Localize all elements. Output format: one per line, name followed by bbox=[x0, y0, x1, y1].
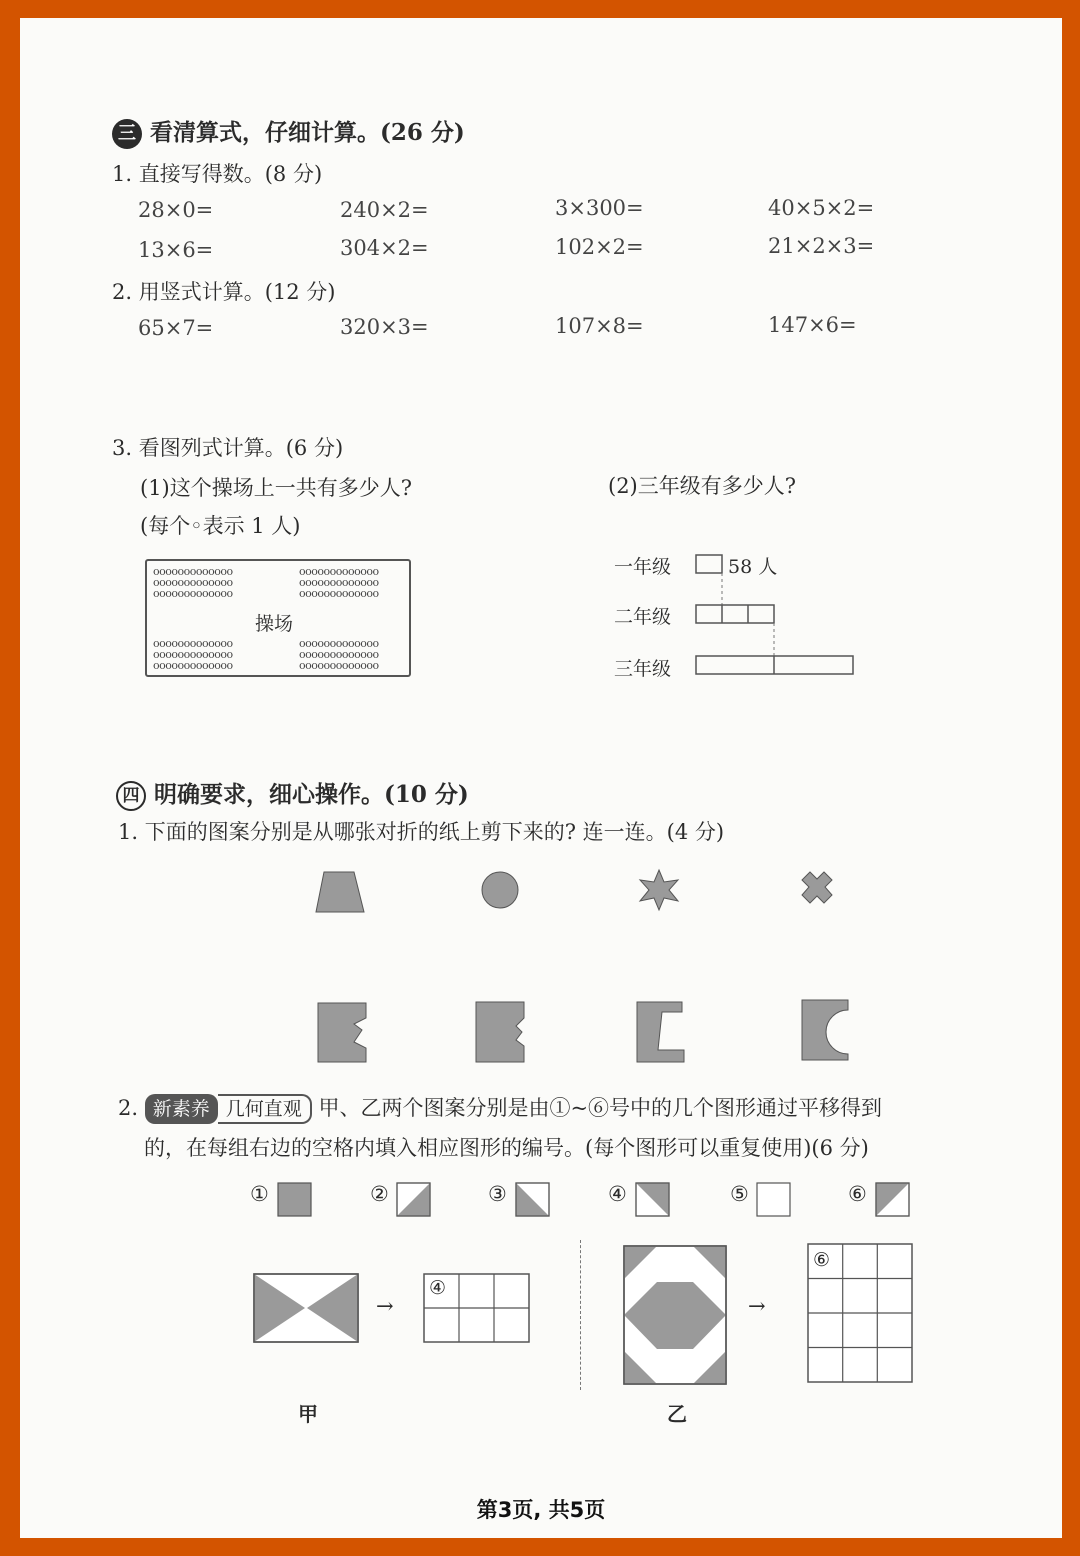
equation: 40×5×2= bbox=[768, 196, 875, 220]
shape-label: ④ bbox=[608, 1182, 627, 1206]
dot-row: ooooooooooooo bbox=[299, 576, 379, 589]
grade-1-value: 58 人 bbox=[728, 556, 778, 578]
equation: 28×0= bbox=[138, 198, 214, 222]
grade-bar-diagram bbox=[690, 550, 860, 680]
section-4-title: 明确要求，细心操作。(10 分) bbox=[154, 781, 469, 808]
section-number-badge: 三 bbox=[112, 119, 142, 149]
worksheet-page bbox=[20, 18, 1062, 1538]
section-4-heading bbox=[116, 776, 469, 811]
q2-text-1: 甲、乙两个图案分别是由①~⑥号中的几个图形通过平移得到 bbox=[318, 1096, 883, 1120]
q2-title: 2. 用竖式计算。(12 分) bbox=[112, 280, 336, 304]
dot-row: ooooooooooooo bbox=[153, 576, 233, 589]
star-shape bbox=[640, 870, 678, 910]
dot-row: ooooooooooooo bbox=[153, 587, 233, 600]
tile-5-empty bbox=[757, 1183, 790, 1216]
playground-figure bbox=[145, 559, 411, 677]
playground-label: 操场 bbox=[255, 613, 294, 635]
folded-paper-d bbox=[802, 1000, 848, 1060]
shape-label: ⑤ bbox=[730, 1182, 749, 1206]
equation: 240×2= bbox=[340, 198, 429, 222]
cross-shape bbox=[802, 872, 832, 903]
shape-label: ③ bbox=[488, 1182, 507, 1206]
tag-geometry-intuition: 几何直观 bbox=[218, 1094, 312, 1124]
dot-row: ooooooooooooo bbox=[299, 648, 379, 661]
section-number-badge: 四 bbox=[116, 781, 146, 811]
arrow-icon: → bbox=[748, 1294, 766, 1318]
equation: 107×8= bbox=[555, 314, 644, 338]
s4-q1-title: 1. 下面的图案分别是从哪张对折的纸上剪下来的? 连一连。(4 分) bbox=[118, 820, 725, 844]
grade-2-label: 二年级 bbox=[614, 606, 672, 628]
pattern-b bbox=[623, 1245, 729, 1387]
dot-group bbox=[153, 638, 233, 671]
pattern-a bbox=[253, 1273, 361, 1345]
dot-row: ooooooooooooo bbox=[299, 637, 379, 650]
folded-paper-c bbox=[637, 1002, 684, 1062]
grade-1-label: 一年级 bbox=[614, 556, 672, 578]
dot-row: ooooooooooooo bbox=[299, 565, 379, 578]
dot-group bbox=[153, 566, 233, 599]
tile-6-upper-left bbox=[876, 1183, 909, 1216]
group-divider bbox=[580, 1240, 581, 1390]
dot-row: ooooooooooooo bbox=[299, 659, 379, 672]
label-b: 乙 bbox=[667, 1402, 687, 1426]
dot-row: ooooooooooooo bbox=[153, 565, 233, 578]
dot-group bbox=[299, 566, 379, 599]
folded-paper-row bbox=[310, 998, 870, 1068]
tag-new-literacy: 新素养 bbox=[145, 1094, 218, 1124]
equation: 3×300= bbox=[555, 196, 644, 220]
equation: 65×7= bbox=[138, 316, 214, 340]
folded-paper-a bbox=[318, 1003, 366, 1062]
dot-row: ooooooooooooo bbox=[153, 659, 233, 672]
circle-shape bbox=[482, 872, 518, 908]
equation: 147×6= bbox=[768, 313, 857, 337]
shape-label: ⑥ bbox=[848, 1182, 867, 1206]
equation: 21×2×3= bbox=[768, 234, 875, 258]
q2-number: 2. bbox=[118, 1096, 139, 1120]
s4-q2-line1 bbox=[118, 1092, 882, 1124]
shape-tiles bbox=[275, 1181, 915, 1217]
grade-3-label: 三年级 bbox=[614, 658, 672, 680]
trapezoid-shape bbox=[316, 872, 364, 912]
grid-a-hint: ④ bbox=[429, 1277, 447, 1299]
dot-row: ooooooooooooo bbox=[299, 587, 379, 600]
tile-3-lower-left bbox=[516, 1183, 549, 1216]
dot-row: ooooooooooooo bbox=[153, 637, 233, 650]
tile-2-lower-right bbox=[397, 1183, 430, 1216]
arrow-icon: → bbox=[376, 1294, 394, 1318]
tile-4-upper-right bbox=[636, 1183, 669, 1216]
cut-shapes-row bbox=[310, 868, 870, 918]
section-3-heading bbox=[112, 114, 465, 149]
q3-sub2: (2)三年级有多少人? bbox=[608, 474, 797, 498]
tile-1-full bbox=[278, 1183, 311, 1216]
s4-q2-line2: 的，在每组右边的空格内填入相应图形的编号。(每个图形可以重复使用)(6 分) bbox=[144, 1136, 869, 1160]
q3-sub1-note: (每个◦表示 1 人) bbox=[140, 514, 301, 538]
equation: 102×2= bbox=[555, 235, 644, 259]
q1-title: 1. 直接写得数。(8 分) bbox=[112, 162, 323, 186]
dot-row: ooooooooooooo bbox=[153, 648, 233, 661]
label-a: 甲 bbox=[298, 1402, 318, 1426]
section-3-title: 看清算式，仔细计算。(26 分) bbox=[150, 119, 465, 146]
equation: 13×6= bbox=[138, 238, 214, 262]
q3-sub1: (1)这个操场上一共有多少人? bbox=[140, 476, 413, 500]
grid-b-hint: ⑥ bbox=[813, 1249, 831, 1271]
equation: 304×2= bbox=[340, 236, 429, 260]
shape-label: ① bbox=[250, 1182, 269, 1206]
shape-label: ② bbox=[370, 1182, 389, 1206]
dot-group bbox=[299, 638, 379, 671]
q3-title: 3. 看图列式计算。(6 分) bbox=[112, 436, 344, 460]
folded-paper-b bbox=[476, 1002, 524, 1062]
equation: 320×3= bbox=[340, 315, 429, 339]
page-number-footer: 第3页, 共5页 bbox=[476, 1498, 606, 1522]
